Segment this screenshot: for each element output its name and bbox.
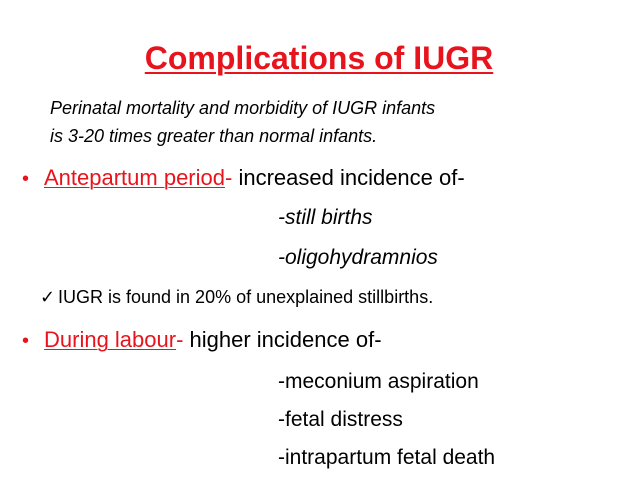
- antepartum-dash: -: [225, 165, 233, 190]
- antepartum-text: increased incidence of-: [232, 165, 465, 190]
- subitem-oligohydramnios: -oligohydramnios: [278, 246, 438, 269]
- intro-line-2: is 3-20 times greater than normal infants.: [50, 126, 378, 146]
- checkmark-icon: ✓: [40, 287, 56, 307]
- check-item-text: IUGR is found in 20% of unexplained stillbirths.: [58, 287, 434, 307]
- bullet-icon: •: [22, 168, 30, 190]
- bullet-antepartum: [22, 164, 465, 193]
- intro-text: [50, 94, 620, 150]
- intro-line-1: Perinatal mortality and morbidity of IUGR infants: [50, 98, 436, 118]
- check-item: [40, 284, 433, 310]
- during-labour-dash: -: [176, 327, 184, 352]
- subitem-fetal-distress: -fetal distress: [278, 408, 403, 431]
- slide-title: Complications of IUGR: [144, 40, 494, 76]
- bullet-during-labour: [22, 326, 382, 355]
- subitem-still-births: -still births: [278, 206, 373, 229]
- subitem-meconium-aspiration: -meconium aspiration: [278, 370, 479, 393]
- antepartum-label: Antepartum period: [44, 165, 225, 190]
- during-labour-label: During labour: [44, 327, 177, 352]
- bullet-icon: •: [22, 330, 30, 352]
- during-labour-text: higher incidence of-: [183, 327, 382, 352]
- subitem-intrapartum-fetal-death: -intrapartum fetal death: [278, 446, 496, 469]
